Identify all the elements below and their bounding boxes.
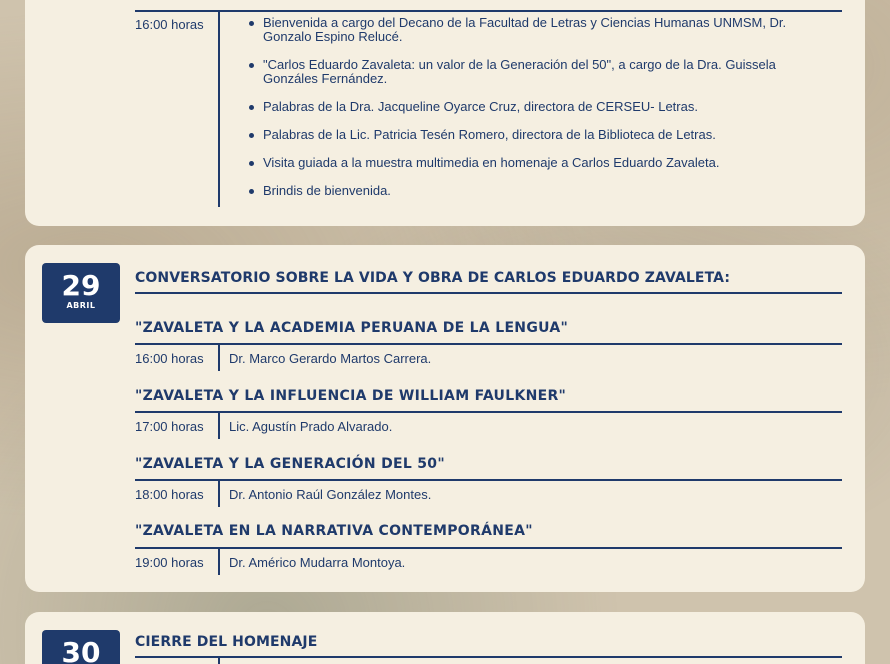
divider xyxy=(135,292,842,294)
date-month: ABRIL xyxy=(66,301,96,310)
conversatorio-card xyxy=(25,245,865,592)
session-time: 16:00 horas xyxy=(135,17,204,32)
divider xyxy=(135,479,842,481)
talk-speaker: Dr. Antonio Raúl González Montes. xyxy=(229,487,432,502)
timeline-bar xyxy=(218,345,220,371)
talk-speaker: Lic. Agustín Prado Alvarado. xyxy=(229,419,393,434)
section-title: CONVERSATORIO SOBRE LA VIDA Y OBRA DE CARLOS EDUARDO ZAVALETA: xyxy=(135,270,731,286)
agenda-item: Palabras de la Lic. Patricia Tesén Romero, directora de la Biblioteca de Letras. xyxy=(247,128,827,142)
divider xyxy=(135,656,842,658)
timeline-bar xyxy=(218,658,220,664)
timeline-bar xyxy=(218,12,220,207)
section-title: CIERRE DEL HOMENAJE xyxy=(135,634,318,650)
talk-speaker: Dr. Marco Gerardo Martos Carrera. xyxy=(229,351,432,366)
date-day: 30 xyxy=(61,636,101,664)
date-day: 29 xyxy=(61,269,101,302)
opening-session-card xyxy=(25,0,865,226)
talk-time: 17:00 horas xyxy=(135,419,204,434)
agenda-item: Bienvenida a cargo del Decano de la Facultad de Letras y Ciencias Humanas UNMSM, Dr. Gonzalo Espino Relucé. xyxy=(247,16,827,44)
divider xyxy=(135,343,842,345)
talk-title: "ZAVALETA Y LA GENERACIÓN DEL 50" xyxy=(135,456,445,472)
timeline-bar xyxy=(218,549,220,575)
talk-title: "ZAVALETA EN LA NARRATIVA CONTEMPORÁNEA" xyxy=(135,523,533,539)
talk-time: 18:00 horas xyxy=(135,487,204,502)
agenda-item: "Carlos Eduardo Zavaleta: un valor de la Generación del 50", a cargo de la Dra. Guissela Gonzáles Fernández. xyxy=(247,58,827,86)
talk-title: "ZAVALETA Y LA ACADEMIA PERUANA DE LA LENGUA" xyxy=(135,320,569,336)
date-badge xyxy=(42,263,120,323)
talk-time: 16:00 horas xyxy=(135,351,204,366)
timeline-bar xyxy=(218,481,220,507)
agenda-item: Palabras de la Dra. Jacqueline Oyarce Cruz, directora de CERSEU- Letras. xyxy=(247,100,827,114)
talk-title: "ZAVALETA Y LA INFLUENCIA DE WILLIAM FAULKNER" xyxy=(135,388,567,404)
divider xyxy=(135,411,842,413)
agenda-item: Visita guiada a la muestra multimedia en homenaje a Carlos Eduardo Zavaleta. xyxy=(247,156,827,170)
divider xyxy=(135,10,842,12)
timeline-bar xyxy=(218,413,220,439)
date-badge xyxy=(42,630,120,664)
agenda-list xyxy=(247,16,827,212)
closing-card xyxy=(25,612,865,664)
agenda-item: Brindis de bienvenida. xyxy=(247,184,827,198)
talk-time: 19:00 horas xyxy=(135,555,204,570)
talk-speaker: Dr. Américo Mudarra Montoya. xyxy=(229,555,406,570)
divider xyxy=(135,547,842,549)
